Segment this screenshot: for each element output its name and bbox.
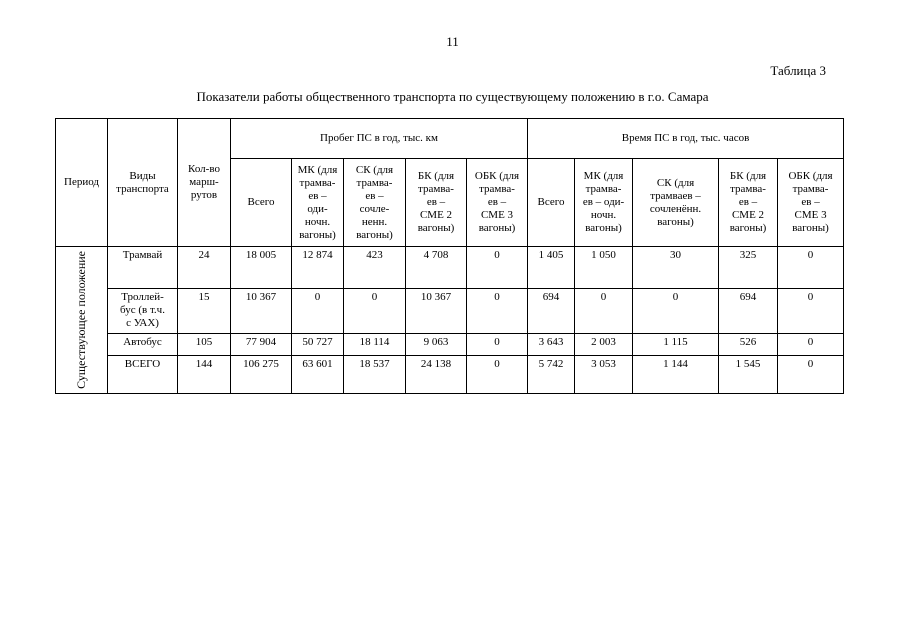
table-row-total [56, 356, 844, 394]
period-header: Период [56, 119, 108, 247]
time-obk-cell: 0 [778, 288, 844, 333]
time-total-header: Всего [528, 159, 575, 247]
mileage-sk-cell: 18 537 [344, 356, 406, 394]
time-mk-cell: 1 050 [575, 247, 633, 289]
mileage-sk-cell: 18 114 [344, 333, 406, 355]
transport-type-cell: Автобус [108, 333, 178, 355]
table-label: Таблица 3 [770, 63, 826, 78]
time-bk-cell: 1 545 [719, 356, 778, 394]
mileage-mk-cell: 63 601 [292, 356, 344, 394]
mileage-total-cell: 10 367 [231, 288, 292, 333]
mileage-obk-cell: 0 [467, 288, 528, 333]
time-total-cell: 5 742 [528, 356, 575, 394]
mileage-total-cell: 77 904 [231, 333, 292, 355]
routes-cell: 24 [178, 247, 231, 289]
mileage-sk-header: СК (для трамва- ев – сочле- ненн. вагоны) [344, 159, 406, 247]
mileage-total-header: Всего [231, 159, 292, 247]
mileage-sk-cell: 0 [344, 288, 406, 333]
transport-type-cell: Троллей- бус (в т.ч. с УАХ) [108, 288, 178, 333]
mileage-mk-cell: 12 874 [292, 247, 344, 289]
time-sk-cell: 1 115 [633, 333, 719, 355]
transport-indicators-table [55, 118, 844, 394]
routes-cell: 15 [178, 288, 231, 333]
time-obk-cell: 0 [778, 247, 844, 289]
time-bk-header: БК (для трамва- ев – СМЕ 2 вагоны) [719, 159, 778, 247]
mileage-bk-cell: 9 063 [406, 333, 467, 355]
time-sk-header: СК (для трамваев – сочленённ. вагоны) [633, 159, 719, 247]
table-row [56, 247, 844, 289]
table-title: Показатели работы общественного транспорта по существующему положению в г.о. Самара [196, 89, 709, 104]
mileage-bk-cell: 4 708 [406, 247, 467, 289]
mileage-mk-cell: 50 727 [292, 333, 344, 355]
mileage-group-header: Пробег ПС в год, тыс. км [231, 119, 528, 159]
time-bk-cell: 526 [719, 333, 778, 355]
mileage-mk-cell: 0 [292, 288, 344, 333]
time-total-cell: 3 643 [528, 333, 575, 355]
header-row-1 [56, 119, 844, 159]
mileage-sk-cell: 423 [344, 247, 406, 289]
time-bk-cell: 325 [719, 247, 778, 289]
mileage-mk-header: МК (для трамва- ев – оди- ночн. вагоны) [292, 159, 344, 247]
mileage-obk-cell: 0 [467, 247, 528, 289]
mileage-obk-cell: 0 [467, 356, 528, 394]
table-row [56, 333, 844, 355]
time-group-header: Время ПС в год, тыс. часов [528, 119, 844, 159]
transport-types-header: Виды транспорта [108, 119, 178, 247]
mileage-bk-header: БК (для трамва- ев – СМЕ 2 вагоны) [406, 159, 467, 247]
routes-count-header: Кол-во марш- рутов [178, 119, 231, 247]
mileage-total-cell: 106 275 [231, 356, 292, 394]
time-bk-cell: 694 [719, 288, 778, 333]
period-cell [56, 247, 108, 394]
time-obk-header: ОБК (для трамва- ев – СМЕ 3 вагоны) [778, 159, 844, 247]
time-mk-header: МК (для трамва- ев – оди- ночн. вагоны) [575, 159, 633, 247]
time-total-cell: 694 [528, 288, 575, 333]
mileage-bk-cell: 24 138 [406, 356, 467, 394]
time-mk-cell: 3 053 [575, 356, 633, 394]
routes-cell: 144 [178, 356, 231, 394]
time-sk-cell: 1 144 [633, 356, 719, 394]
time-obk-cell: 0 [778, 356, 844, 394]
time-total-cell: 1 405 [528, 247, 575, 289]
time-mk-cell: 2 003 [575, 333, 633, 355]
time-mk-cell: 0 [575, 288, 633, 333]
mileage-obk-cell: 0 [467, 333, 528, 355]
transport-type-cell: Трамвай [108, 247, 178, 289]
mileage-bk-cell: 10 367 [406, 288, 467, 333]
transport-type-cell: ВСЕГО [108, 356, 178, 394]
time-sk-cell: 0 [633, 288, 719, 333]
period-value: Существующее положение [74, 251, 88, 389]
time-obk-cell: 0 [778, 333, 844, 355]
mileage-total-cell: 18 005 [231, 247, 292, 289]
mileage-obk-header: ОБК (для трамва- ев – СМЕ 3 вагоны) [467, 159, 528, 247]
time-sk-cell: 30 [633, 247, 719, 289]
page-number: 11 [446, 34, 459, 49]
table-row [56, 288, 844, 333]
routes-cell: 105 [178, 333, 231, 355]
